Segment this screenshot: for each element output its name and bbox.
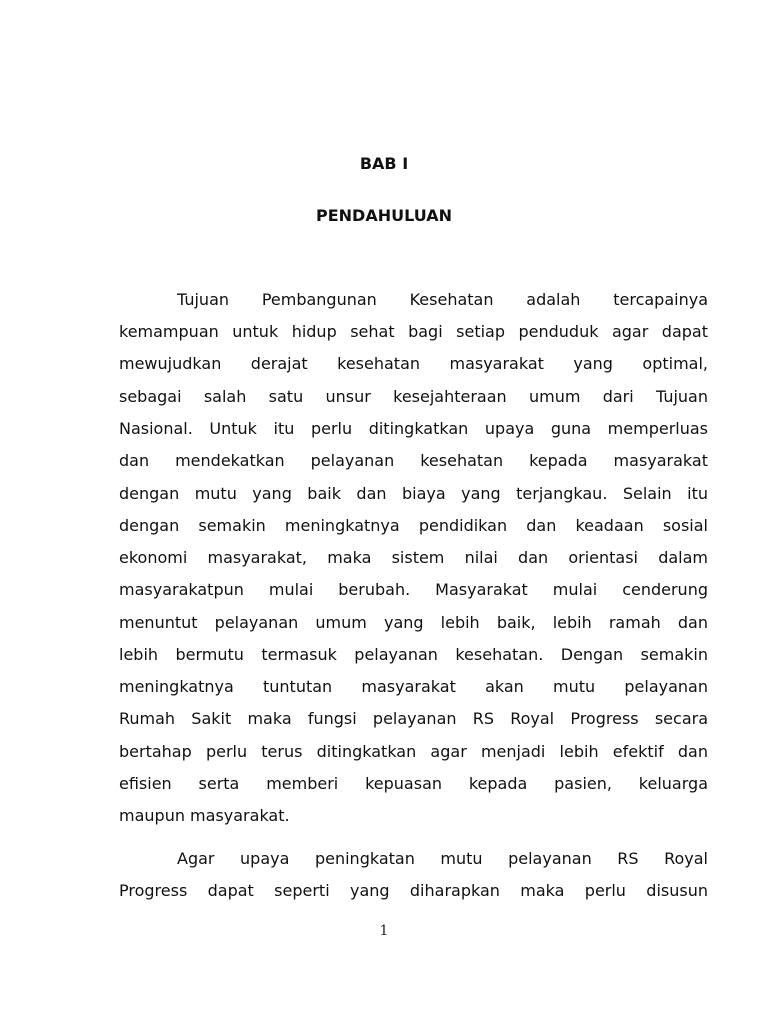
paragraph-1-line: bertahap perlu terus ditingkatkan agar menjadi lebih efektif dan: [119, 742, 708, 761]
paragraph-1-line: lebih bermutu termasuk pelayanan kesehatan. Dengan semakin: [119, 645, 708, 664]
page-number: 1: [379, 923, 389, 939]
paragraph-1-line: dan mendekatkan pelayanan kesehatan kepada masyarakat: [119, 451, 708, 470]
paragraph-1-line: masyarakatpun mulai berubah. Masyarakat mulai cenderung: [119, 580, 708, 599]
chapter-number: BAB I: [359, 154, 409, 173]
paragraph-1-line: dengan semakin meningkatnya pendidikan dan keadaan sosial: [119, 516, 708, 535]
paragraph-1-line: maupun masyarakat.: [119, 806, 290, 825]
paragraph-1-line: sebagai salah satu unsur kesejahteraan umum dari Tujuan: [119, 387, 708, 406]
paragraph-2-line: Progress dapat seperti yang diharapkan maka perlu disusun: [119, 881, 708, 900]
paragraph-1-line: Nasional. Untuk itu perlu ditingkatkan upaya guna memperluas: [119, 419, 708, 438]
paragraph-1-line: menuntut pelayanan umum yang lebih baik, lebih ramah dan: [119, 613, 708, 632]
paragraph-1-line: mewujudkan derajat kesehatan masyarakat yang optimal,: [119, 354, 708, 373]
chapter-title: PENDAHULUAN: [316, 206, 452, 225]
paragraph-1-line: kemampuan untuk hidup sehat bagi setiap penduduk agar dapat: [119, 322, 708, 341]
paragraph-1-line: Rumah Sakit maka fungsi pelayanan RS Royal Progress secara: [119, 709, 708, 728]
paragraph-1-line: ekonomi masyarakat, maka sistem nilai dan orientasi dalam: [119, 548, 708, 567]
paragraph-2-line: Agar upaya peningkatan mutu pelayanan RS Royal: [177, 849, 708, 868]
paragraph-1-line: meningkatnya tuntutan masyarakat akan mutu pelayanan: [119, 677, 708, 696]
paragraph-1-line: dengan mutu yang baik dan biaya yang terjangkau. Selain itu: [119, 484, 708, 503]
paragraph-1-line: efisien serta memberi kepuasan kepada pasien, keluarga: [119, 774, 708, 793]
paragraph-1-line: Tujuan Pembangunan Kesehatan adalah tercapainya: [177, 290, 708, 309]
